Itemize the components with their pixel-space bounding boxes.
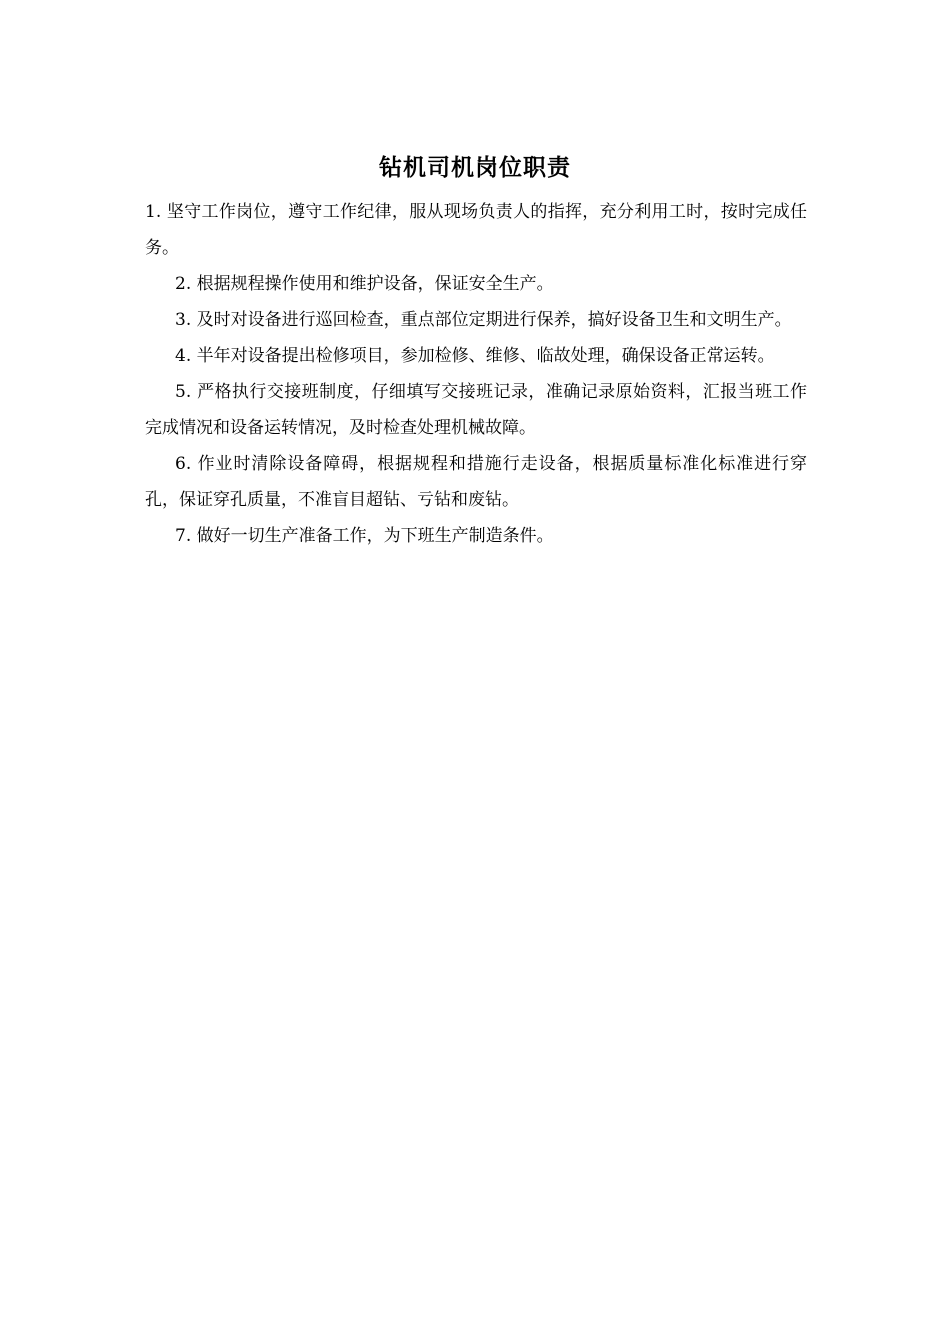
duty-item-text: 1. 坚守工作岗位，遵守工作纪律，服从现场负责人的指挥，充分利用工时，按时完成任务。 (145, 202, 807, 258)
document-title: 钻机司机岗位职责 (379, 155, 571, 181)
duty-item-6 (145, 446, 807, 518)
duty-item-text: 4. 半年对设备提出检修项目，参加检修、维修、临故处理，确保设备正常运转。 (175, 346, 775, 366)
duty-item-text: 3. 及时对设备进行巡回检查，重点部位定期进行保养，搞好设备卫生和文明生产。 (175, 310, 792, 330)
duty-item-5 (145, 374, 807, 446)
duty-item-text: 5. 严格执行交接班制度，仔细填写交接班记录，准确记录原始资料，汇报当班工作完成情况和设备运转情况，及时检查处理机械故障。 (145, 382, 807, 438)
duty-item-text: 7. 做好一切生产准备工作，为下班生产制造条件。 (175, 526, 554, 546)
duty-item-1 (145, 194, 807, 266)
duty-item-3 (145, 302, 807, 338)
duty-item-2 (145, 266, 807, 302)
duty-item-7 (145, 518, 807, 554)
duty-item-text: 2. 根据规程操作使用和维护设备，保证安全生产。 (175, 274, 554, 294)
duty-list (145, 194, 807, 554)
duty-item-4 (145, 338, 807, 374)
duty-item-text: 6. 作业时清除设备障碍，根据规程和措施行走设备，根据质量标准化标准进行穿孔，保证穿孔质量，不准盲目超钻、亏钻和废钻。 (145, 454, 807, 510)
